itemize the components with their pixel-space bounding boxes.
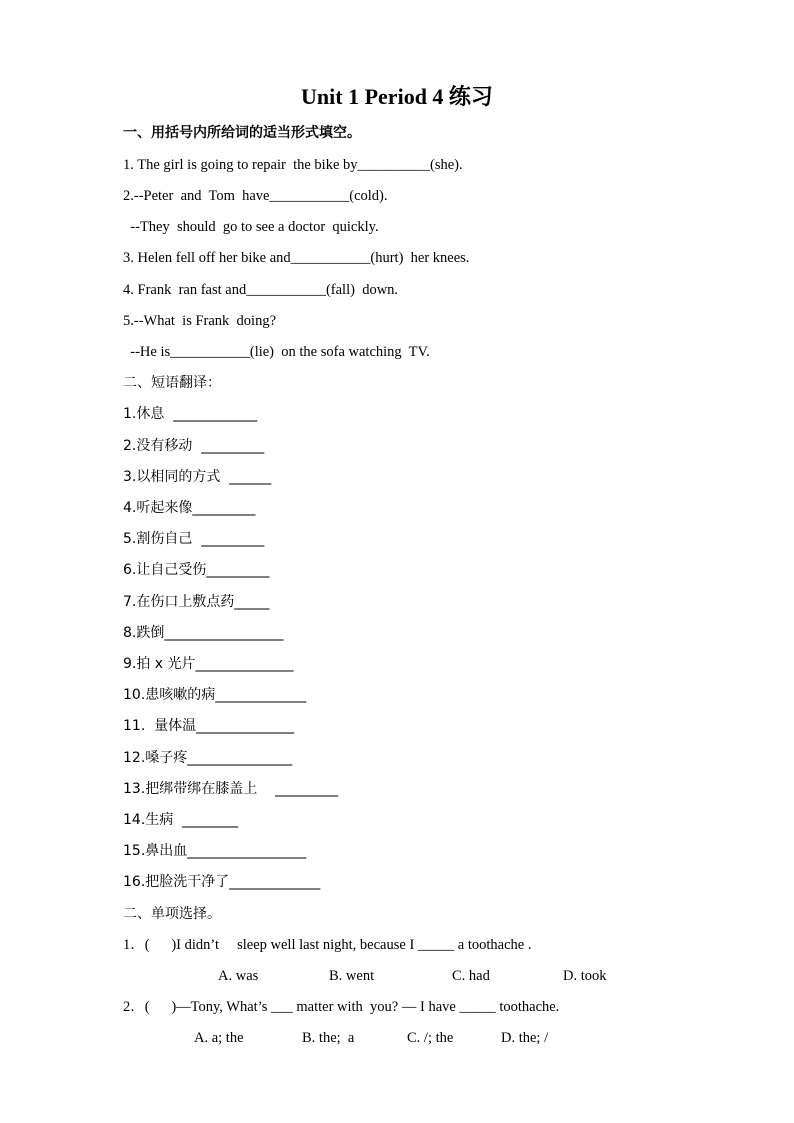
phrase-item: 15.鼻出血_________________	[123, 843, 307, 859]
fill-blank-line: 5.--What is Frank doing?	[123, 313, 277, 329]
question-2-stem: 2．( )—Tony, What’s ___ matter with you? — I have _____ toothache.	[123, 999, 560, 1015]
question-2-option-b: B. the; a	[302, 1030, 355, 1046]
question-1-option-a: A. was	[218, 968, 259, 984]
page-title: Unit 1 Period 4 练习	[301, 84, 493, 109]
phrase-item: 11. 量体温______________	[123, 718, 295, 734]
question-1-option-b: B. went	[329, 968, 375, 984]
phrase-item: 5.割伤自己 _________	[123, 531, 265, 547]
phrase-item: 6.让自己受伤_________	[123, 562, 270, 578]
section-1-heading: 一、用括号内所给词的适当形式填空。	[123, 125, 361, 141]
question-2-option-d: D. the; /	[501, 1030, 549, 1046]
phrase-item: 16.把脸洗干净了_____________	[123, 874, 321, 890]
phrase-item: 14.生病 ________	[123, 812, 239, 828]
section-2-heading: 二、短语翻译：	[123, 375, 221, 391]
phrase-item: 12.嗓子疼_______________	[123, 750, 293, 766]
phrase-item: 1.休息 ____________	[123, 406, 258, 422]
fill-blank-line: 4. Frank ran fast and___________(fall) down.	[123, 282, 399, 298]
fill-blank-line: 2.--Peter and Tom have___________(cold).	[123, 188, 388, 204]
phrase-item: 8.跌倒_________________	[123, 625, 284, 641]
phrase-item: 4.听起来像_________	[123, 500, 256, 516]
question-2-option-c: C. /; the	[407, 1030, 454, 1046]
question-1-stem: 1．( )I didn’t sleep well last night, because I _____ a toothache .	[123, 937, 532, 953]
phrase-item: 7.在伤口上敷点药_____	[123, 594, 270, 610]
phrase-item: 2.没有移动 _________	[123, 438, 265, 454]
question-1-option-c: C. had	[452, 968, 490, 984]
phrase-item: 13.把绑带绑在膝盖上 _________	[123, 781, 339, 797]
phrase-item: 9.拍 x 光片______________	[123, 656, 294, 672]
phrase-item: 3.以相同的方式 ______	[123, 469, 272, 485]
phrase-item: 10.患咳嗽的病_____________	[123, 687, 307, 703]
fill-blank-line: --He is___________(lie) on the sofa watching TV.	[123, 344, 430, 360]
fill-blank-line: 3. Helen fell off her bike and___________(hurt) her knees.	[123, 250, 470, 266]
question-1-option-d: D. took	[563, 968, 607, 984]
section-3-heading: 二、单项选择。	[123, 906, 221, 922]
fill-blank-line: --They should go to see a doctor quickly.	[123, 219, 379, 235]
fill-blank-line: 1. The girl is going to repair the bike by__________(she).	[123, 157, 463, 173]
question-2-option-a: A. a; the	[194, 1030, 244, 1046]
